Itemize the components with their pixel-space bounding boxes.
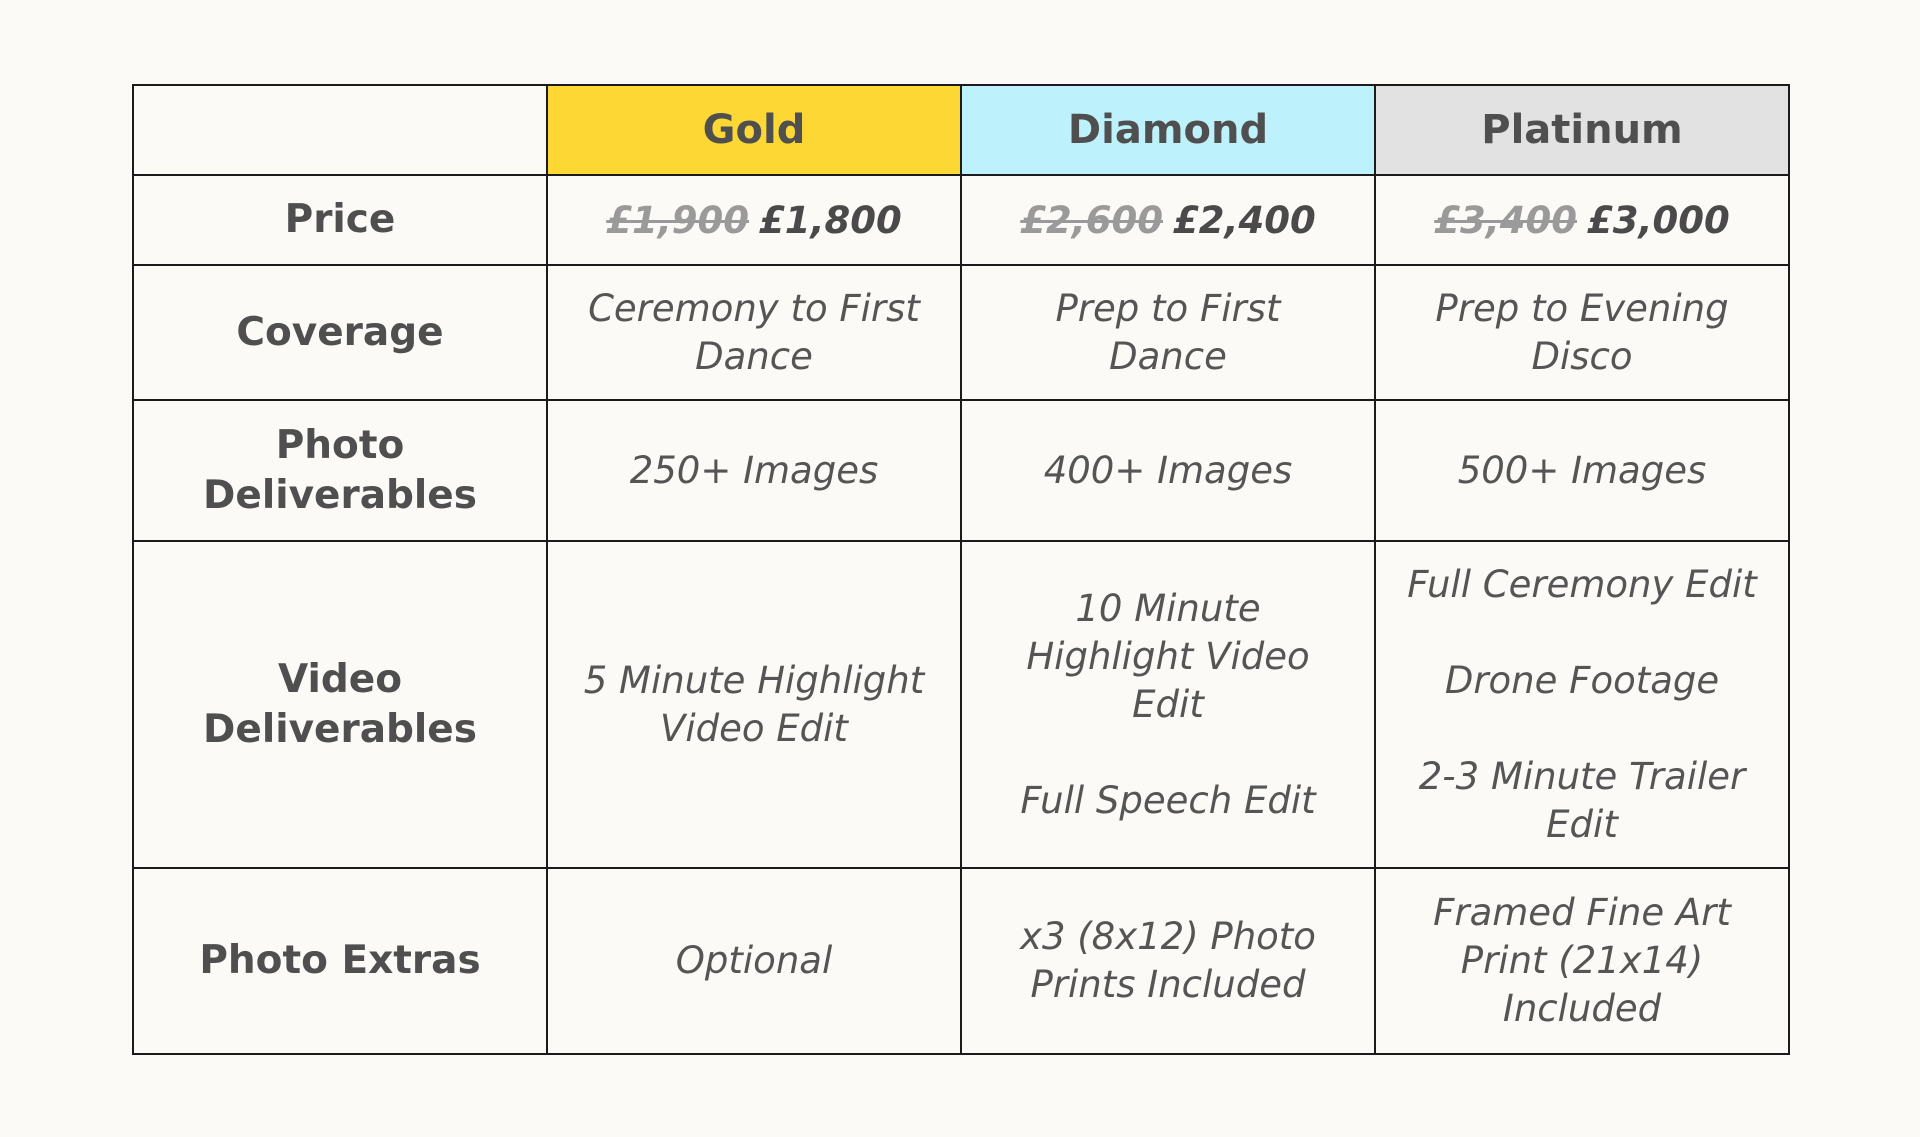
photo-extras-label: Photo Extras — [199, 938, 481, 983]
photo-extras-label-cell — [133, 868, 547, 1054]
photo-deliverables-label-cell — [133, 400, 547, 541]
diamond-video-item: 10 Minute Highlight Video Edit — [1026, 586, 1310, 726]
coverage-row — [133, 265, 1789, 400]
diamond-new-price: £2,400 — [1173, 198, 1316, 242]
price-label: Price — [284, 197, 396, 242]
diamond-extras-text: x3 (8x12) Photo Prints Included — [1020, 915, 1316, 1006]
plan-header-row — [133, 85, 1789, 175]
photo-deliverables-label-line1: Photo — [275, 422, 405, 468]
gold-video-item: 5 Minute Highlight Video Edit — [583, 658, 925, 750]
platinum-video-cell — [1375, 541, 1789, 868]
diamond-extras-cell — [961, 868, 1375, 1054]
platinum-extras-cell — [1375, 868, 1789, 1054]
platinum-plan-name: Platinum — [1481, 107, 1683, 153]
gold-plan-name: Gold — [702, 107, 806, 153]
diamond-header-cell — [961, 85, 1375, 175]
platinum-photo-cell — [1375, 400, 1789, 541]
gold-extras-cell — [547, 868, 961, 1054]
coverage-label-cell — [133, 265, 547, 400]
platinum-header-cell — [1375, 85, 1789, 175]
diamond-coverage-text: Prep to First Dance — [1055, 286, 1281, 378]
platinum-old-price: £3,400 — [1434, 198, 1577, 242]
video-deliverables-label-line1: Video — [277, 656, 403, 702]
gold-photo-cell — [547, 400, 961, 541]
platinum-coverage-text: Prep to Evening Disco — [1435, 286, 1729, 378]
platinum-price-cell — [1375, 175, 1789, 265]
gold-video-cell — [547, 541, 961, 868]
empty-corner-cell — [133, 85, 547, 175]
diamond-coverage-cell — [961, 265, 1375, 400]
gold-price-cell — [547, 175, 961, 265]
gold-new-price: £1,800 — [759, 198, 902, 242]
pricing-comparison-table — [132, 84, 1790, 1055]
platinum-new-price: £3,000 — [1587, 198, 1730, 242]
photo-deliverables-label-line2: Deliverables — [203, 472, 477, 518]
gold-old-price: £1,900 — [606, 198, 749, 242]
platinum-video-item: Full Ceremony Edit — [1407, 562, 1757, 606]
diamond-old-price: £2,600 — [1020, 198, 1163, 242]
price-label-cell — [133, 175, 547, 265]
gold-header-cell — [547, 85, 961, 175]
diamond-price-cell — [961, 175, 1375, 265]
platinum-coverage-cell — [1375, 265, 1789, 400]
diamond-photo-text: 400+ Images — [1043, 448, 1293, 492]
gold-extras-text: Optional — [675, 939, 833, 982]
diamond-video-cell — [961, 541, 1375, 868]
photo-extras-row — [133, 868, 1789, 1054]
platinum-video-item: 2-3 Minute Trailer Edit — [1418, 754, 1746, 846]
diamond-photo-cell — [961, 400, 1375, 541]
price-row — [133, 175, 1789, 265]
platinum-video-item: Drone Footage — [1444, 658, 1720, 702]
gold-coverage-text: Ceremony to First Dance — [588, 286, 920, 378]
gold-coverage-cell — [547, 265, 961, 400]
video-deliverables-row — [133, 541, 1789, 868]
coverage-label: Coverage — [236, 309, 444, 355]
platinum-extras-text: Framed Fine Art Print (21x14) Included — [1433, 891, 1731, 1030]
platinum-photo-text: 500+ Images — [1457, 448, 1707, 492]
diamond-plan-name: Diamond — [1067, 107, 1269, 153]
diamond-video-item: Full Speech Edit — [1020, 778, 1316, 822]
video-deliverables-label-line2: Deliverables — [203, 706, 477, 752]
gold-photo-text: 250+ Images — [629, 448, 879, 492]
photo-deliverables-row — [133, 400, 1789, 541]
video-deliverables-label-cell — [133, 541, 547, 868]
